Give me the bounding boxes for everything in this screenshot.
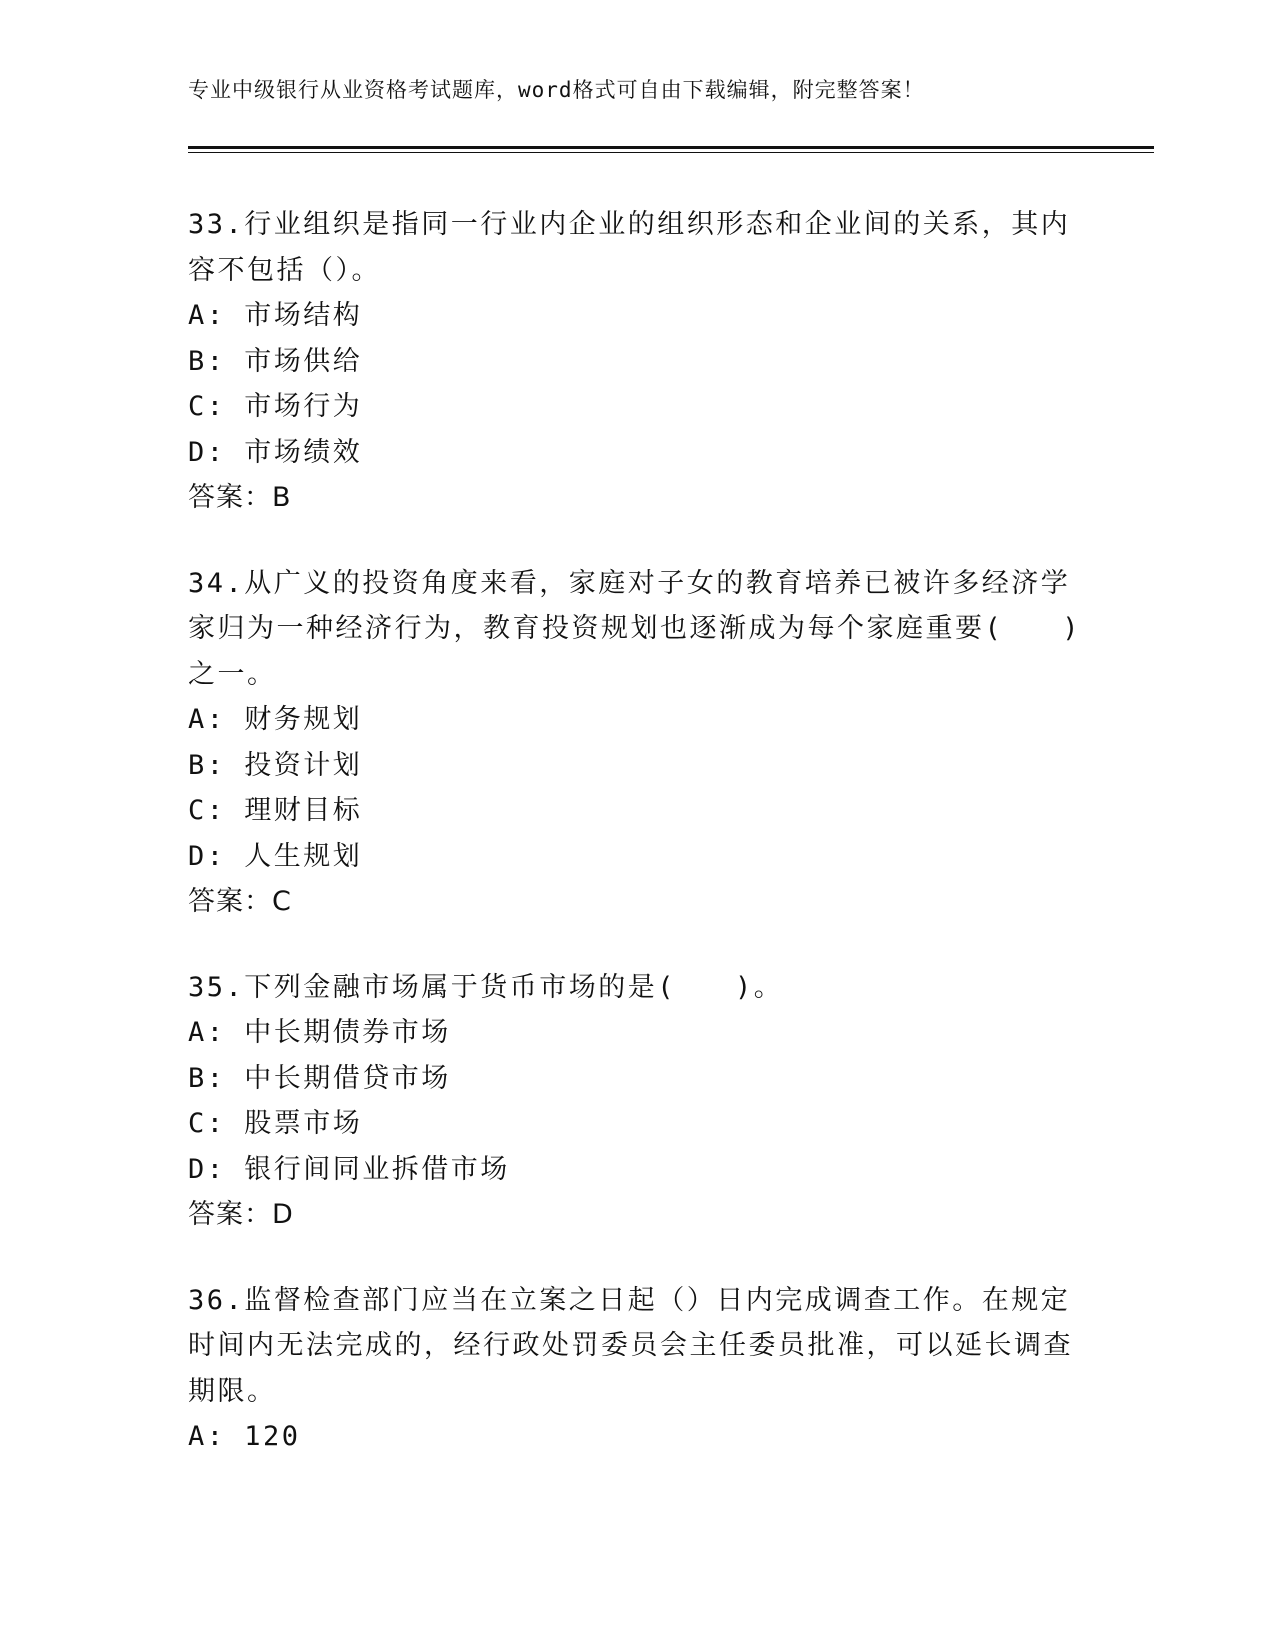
question-36 (188, 1278, 1088, 1460)
option-c: C: 股票市场 (188, 1108, 363, 1139)
option-b: B: 中长期借贷市场 (188, 1062, 451, 1094)
option-b: B: 市场供给 (188, 345, 363, 377)
question-stem: 33.行业组织是指同一行业内企业的组织形态和企业间的关系，其内容不包括（）。 (188, 209, 1071, 286)
question-list (188, 202, 1088, 1500)
option-a: A: 财务规划 (188, 704, 363, 735)
option-d: D: 银行间同业拆借市场 (188, 1153, 510, 1185)
question-34 (188, 561, 1088, 925)
question-stem: 35.下列金融市场属于货币市场的是( )。 (188, 971, 784, 1003)
question-33 (188, 202, 1088, 521)
question-35 (188, 965, 1088, 1238)
header-divider-thin (188, 152, 1154, 153)
question-stem: 34.从广义的投资角度来看，家庭对子女的教育培养已被许多经济学家归为一种经济行为，教育投资规划也逐渐成为每个家庭重要( )之一。 (188, 567, 1082, 690)
option-d: D: 市场绩效 (188, 436, 363, 468)
option-c: C: 市场行为 (188, 391, 363, 422)
option-b: B: 投资计划 (188, 749, 363, 781)
answer-line: 答案：C (188, 886, 292, 917)
header-divider (188, 146, 1154, 149)
option-a: A: 120 (188, 1421, 301, 1452)
option-c: C: 理财目标 (188, 795, 363, 826)
option-d: D: 人生规划 (188, 840, 363, 872)
answer-line: 答案：D (188, 1199, 294, 1230)
option-a: A: 市场结构 (188, 300, 363, 331)
page-header: 专业中级银行从业资格考试题库，word格式可自由下载编辑，附完整答案！ (188, 78, 925, 102)
answer-line: 答案：B (188, 482, 292, 513)
option-a: A: 中长期债券市场 (188, 1017, 451, 1048)
question-stem: 36.监督检查部门应当在立案之日起（）日内完成调查工作。在规定时间内无法完成的，经行政处罚委员会主任委员批准，可以延长调查期限。 (188, 1284, 1073, 1407)
